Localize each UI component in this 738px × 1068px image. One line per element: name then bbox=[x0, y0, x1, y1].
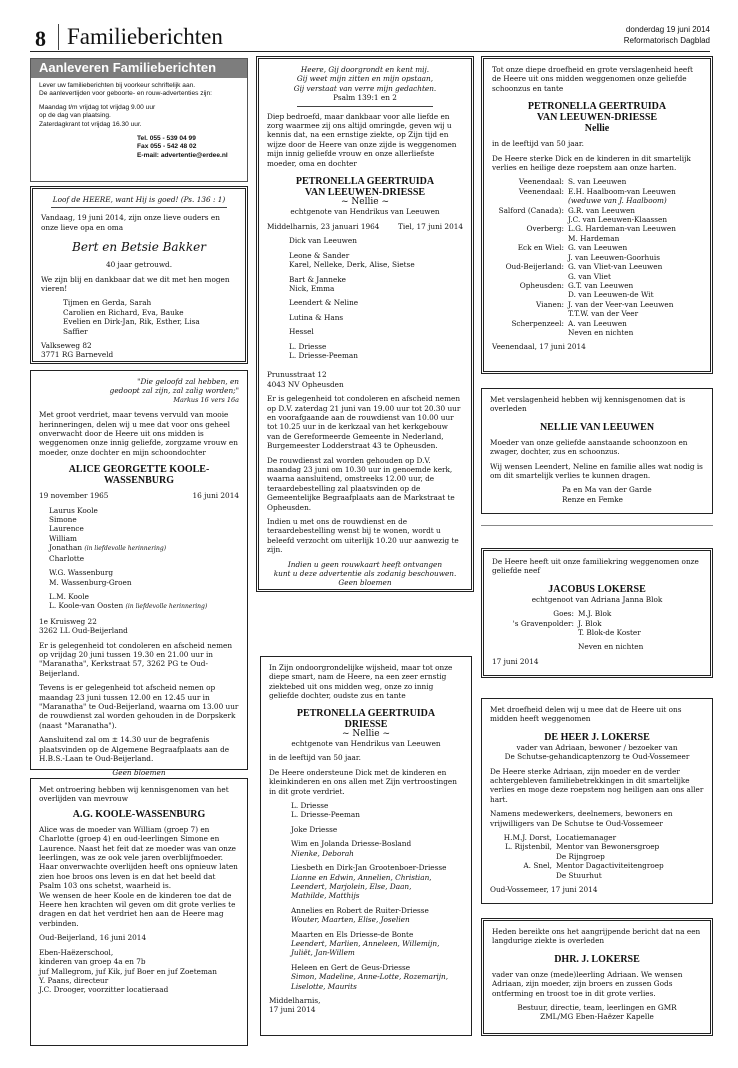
family-line: M. Wassenburg-Groen bbox=[49, 577, 132, 587]
table-name: Neven en nichten bbox=[568, 327, 634, 337]
ad-nellie bbox=[481, 388, 713, 514]
table-name: J. Blok bbox=[578, 618, 602, 628]
life-dates bbox=[267, 222, 463, 231]
ad-paragraph: Moeder van onze geliefde aanstaande schoonzoon en zwager, dochter, zus en schoonzus. bbox=[490, 437, 688, 457]
family-line: L. Driesse bbox=[289, 341, 327, 351]
bible-verse: Loof de HEERE, want Hij is goed! (Ps. 136 : 1) bbox=[51, 195, 227, 208]
birth-date: 19 november 1965 bbox=[39, 491, 109, 501]
family-line: Simon, Madeline, Anne-Lotte, Rozemarijn, bbox=[291, 972, 449, 982]
family-line: Evelien en Dirk-Jan, Rik, Esther, Lisa bbox=[63, 317, 200, 327]
ad-intro: Met verslagenheid hebben wij kennisgenomen dat is overleden bbox=[490, 395, 686, 414]
ad-van-leeuwen-family bbox=[481, 56, 713, 374]
family-line: Karel, Nelleke, Derk, Alise, Sietse bbox=[289, 260, 415, 270]
deceased-name: WASSENBURG bbox=[103, 475, 175, 487]
info-phone: Tel. 055 - 539 04 99 bbox=[137, 134, 196, 142]
family-line: Mathilde, Matthijs bbox=[291, 891, 360, 901]
table-name: A. van Leeuwen bbox=[568, 318, 627, 328]
table-place: Salford (Canada): bbox=[498, 205, 564, 215]
table-place: Goes: bbox=[553, 609, 574, 619]
family-line: Lianne en Edwin, Annelien, Christian, bbox=[291, 872, 432, 882]
family-line: L.M. Koole bbox=[49, 591, 89, 601]
ad-driesse-family bbox=[260, 656, 472, 1036]
signature-line: Eben-Haëzerschool, bbox=[39, 947, 114, 957]
table-name: J. van Leeuwen-Goorhuis bbox=[568, 252, 660, 262]
family-line: Annelies en Robert de Ruiter-Driesse bbox=[291, 905, 429, 915]
table-name: M. Hardeman bbox=[568, 233, 620, 243]
table-name: Mentor Dagactiviteitengroep bbox=[556, 861, 664, 871]
family-line: Saffier bbox=[63, 326, 88, 336]
family-line: Heleen en Gert de Geus-Driesse bbox=[291, 962, 411, 972]
ad-intro: Heden bereikte ons het aangrijpende bericht dat na een langdurige ziekte is overleden bbox=[492, 927, 701, 946]
table-place: Scherpenzeel: bbox=[511, 318, 564, 328]
nickname: ~ Nellie ~ bbox=[341, 197, 389, 208]
family-line: Bart & Janneke bbox=[289, 274, 346, 284]
age-line: in de leeftijd van 50 jaar. bbox=[269, 753, 361, 763]
verse-line: Heere, Gij doorgrondt en kent mij. bbox=[300, 65, 430, 74]
page-header bbox=[30, 22, 710, 52]
table-name: G. van Vliet bbox=[568, 271, 611, 281]
info-line: Lever uw familieberichten bij voorkeur schriftelijk aan. bbox=[39, 81, 196, 89]
signature-line: Renze en Femke bbox=[562, 494, 623, 504]
signature-line: ZML/MG Eben-Haëzer Kapelle bbox=[540, 1012, 654, 1022]
signature-line: J.C. Drooger, voorzitter locatieraad bbox=[39, 985, 169, 995]
table-place bbox=[492, 215, 564, 224]
memorial-note: (in liefdevolle herinnering) bbox=[84, 545, 167, 553]
family-table bbox=[492, 177, 702, 337]
table-place bbox=[492, 253, 564, 262]
issue-date: donderdag 19 juni 2014 bbox=[625, 25, 710, 34]
nickname: Nellie bbox=[584, 123, 610, 135]
family-line: Lutina & Hans bbox=[289, 312, 344, 322]
signature-line: kinderen van groep 4a en 7b bbox=[39, 957, 146, 967]
ad-paragraph: Er is gelegenheid tot condoleren en afscheid nemen op D.V. zaterdag 21 juni van 19.00 uur tot 20.30 uur en voorafgaande aan de rouwdienst van 10.00 uur tot 10.25 uur in de kerkzaal van het kerkgebouw van de Gereformeerde Gemeente in Nederland, Burgemeester Lodderstraat 43 te Opheusden. bbox=[267, 394, 461, 451]
table-place bbox=[492, 290, 564, 299]
family-line bbox=[39, 543, 239, 553]
table-place: Veenendaal: bbox=[518, 186, 564, 196]
ad-intro: Met droefheid delen wij u mee dat de Heere uit ons midden heeft weggenomen bbox=[490, 705, 682, 724]
table-name: De Rijngroep bbox=[556, 851, 605, 861]
table-name: De Stuurhut bbox=[556, 870, 602, 880]
deceased-name: DHR. J. LOKERSE bbox=[554, 953, 640, 965]
table-name: E.H. Haalboom-van Leeuwen bbox=[568, 186, 676, 196]
info-email[interactable]: E-mail: advertentie@erdee.nl bbox=[137, 151, 228, 159]
family-line: Wouter, Maarten, Elise, Joselien bbox=[291, 915, 410, 925]
family-table bbox=[492, 609, 702, 637]
date-line: 17 juni 2014 bbox=[269, 1005, 316, 1015]
table-place: 's Gravenpolder: bbox=[512, 618, 574, 628]
ad-paragraph: Indien u met ons de rouwdienst en de teraardebestelling wenst bij te wonen, wordt u beleefd verzocht om uiterlijk 10.20 uur aanwezig te zijn. bbox=[267, 517, 459, 555]
table-name: M.J. Blok bbox=[578, 609, 612, 619]
info-line: Maandag t/m vrijdag tot vrijdag 9.00 uur bbox=[39, 103, 156, 111]
ad-paragraph: Aansluitend zal om ± 14.30 uur de begrafenis plaatsvinden op de Algemene Begraafplaats aan de H.B.S.-Laan te Oud-Beijerland. bbox=[39, 735, 230, 763]
address-line: 1e Kruisweg 22 bbox=[39, 616, 97, 626]
family-line bbox=[39, 601, 239, 611]
age-line: in de leeftijd van 50 jaar. bbox=[492, 139, 584, 149]
info-line: Zaterdagkrant tot vrijdag 16.30 uur. bbox=[39, 120, 142, 128]
family-line: Maarten en Els Driesse-de Bonte bbox=[291, 929, 414, 939]
family-line: Leone & Sander bbox=[289, 250, 350, 260]
memorial-note: (in liefdevolle herinnering) bbox=[125, 603, 208, 611]
notice-line: Indien u geen rouwkaart heeft ontvangen bbox=[287, 559, 443, 569]
table-place: H.M.J. Dorst, bbox=[503, 833, 552, 843]
signature-line: Bestuur, directie, team, leerlingen en GMR bbox=[517, 1003, 677, 1013]
table-place: Opheusden: bbox=[519, 280, 564, 290]
nickname: ~ Nellie ~ bbox=[342, 728, 390, 739]
newspaper-name: Reformatorisch Dagblad bbox=[623, 36, 710, 45]
place-date: Veenendaal, 17 juni 2014 bbox=[492, 342, 586, 352]
deceased-name: VAN LEEUWEN-DRIESSE bbox=[304, 187, 426, 199]
death-date: 16 juni 2014 bbox=[192, 491, 239, 501]
ad-school bbox=[30, 778, 248, 1046]
family-line: Neven en nichten bbox=[578, 642, 644, 652]
flowers-note: Geen bloemen bbox=[338, 578, 392, 588]
address-line: Valkseweg 82 bbox=[41, 341, 92, 351]
spouse-line: echtgenoot van Adriana Janna Blok bbox=[531, 594, 663, 604]
anniversary-years: 40 jaar getrouwd. bbox=[105, 260, 173, 270]
family-name: Jonathan bbox=[49, 543, 83, 553]
ad-intro: In Zijn ondoorgrondelijke wijsheid, maar tot onze diepe smart, nam de Heere, na een zeer ernstig ziektebed uit ons midden weg, onze zo innig geliefde dochter, oudste zus en tante bbox=[269, 663, 453, 701]
header-dateline bbox=[624, 24, 710, 46]
section-title: Familieberichten bbox=[58, 24, 223, 50]
flowers-note: Geen bloemen bbox=[112, 768, 166, 778]
table-name: G.R. van Leeuwen bbox=[568, 205, 635, 215]
address-line: 3771 RG Barneveld bbox=[41, 350, 114, 360]
info-box bbox=[30, 58, 248, 182]
info-title: Aanleveren Familieberichten bbox=[31, 59, 247, 78]
table-place: A. Snel, bbox=[523, 861, 552, 871]
family-line: Carolien en Richard, Eva, Bauke bbox=[63, 307, 184, 317]
place-line: Middelharnis, bbox=[269, 995, 321, 1005]
family-line: Nick, Emma bbox=[289, 283, 335, 293]
table-place: Oud-Beijerland: bbox=[505, 262, 564, 272]
family-line: Leendert, Marlien, Anneleen, Willemijn, bbox=[291, 938, 440, 948]
ad-koole bbox=[30, 370, 248, 778]
verse-reference: Markus 16 vers 16a bbox=[173, 395, 239, 404]
ad-paragraph: vader van onze (mede)leerling Adriaan. We wensen Adriaan, zijn moeder, zijn broers en zussen Gods ontferming en troost toe in dit grote verlies. bbox=[492, 969, 683, 998]
deceased-name: JACOBUS LOKERSE bbox=[548, 583, 646, 595]
family-line: Laurus Koole bbox=[49, 505, 98, 515]
table-place: Vianen: bbox=[535, 299, 564, 309]
family-line: Charlotte bbox=[49, 553, 85, 563]
table-name: T.T.W. van der Veer bbox=[568, 309, 639, 319]
table-name: T. Blok-de Koster bbox=[578, 628, 641, 638]
verse-line: Gij verstaat van verre mijn gedachten. bbox=[293, 83, 437, 93]
family-line: L. Driesse bbox=[291, 801, 329, 811]
info-line: De aanlevertijden voor geboorte- en rouw-advertenties zijn: bbox=[39, 90, 212, 98]
family-line: Laurence bbox=[49, 524, 84, 534]
role-line: vader van Adriaan, bewoner / bezoeker van bbox=[516, 742, 678, 752]
date-line: 17 juni 2014 bbox=[492, 656, 539, 666]
deceased-name: NELLIE VAN LEEUWEN bbox=[539, 421, 655, 433]
ad-dhr-lokerse bbox=[481, 918, 713, 1036]
ad-bakker bbox=[30, 186, 248, 364]
family-name: L. Koole-van Oosten bbox=[49, 601, 124, 611]
ad-paragraph: Alice was de moeder van William (groep 7) en Charlotte (groep 4) en oud-leerlingen Simone en Laurence. Naast het feit dat ze moeder was van onze leerlingen, was ze ook vele jaren overblijfmoeder. Haar onverwachte overlijden heeft ons opnieuw laten zien hoe broos ons leven is en dat het beeld dat Psalm 103 ons schetst, waarheid is. bbox=[39, 824, 238, 891]
role-line: De Schutse-gehandicaptenzorg te Oud-Vossemeer bbox=[504, 752, 690, 762]
family-line: L. Driesse-Peeman bbox=[289, 350, 358, 360]
birth-date: Middelharnis, 23 januari 1964 bbox=[267, 221, 380, 231]
deceased-name: VAN LEEUWEN-DRIESSE bbox=[536, 112, 658, 124]
family-line: Nienke, Deborah bbox=[291, 848, 354, 858]
notice-line: kunt u deze advertentie als zodanig beschouwen. bbox=[273, 569, 457, 579]
family-line: Liesbeth en Dirk-Jan Grootenboer-Driesse bbox=[291, 863, 447, 873]
ad-intro: Met groot verdriet, maar tevens vervuld van mooie herinneringen, delen wij u mee dat voor ons geheel onverwacht door de Heere uit ons midden is weggenomen onze innig geliefde, zorgzame vrouw en moeder, onze dochter en mijn schoondochter bbox=[39, 410, 238, 457]
table-name: J.C. van Leeuwen-Klaassen bbox=[568, 215, 668, 225]
spouse-line: echtgenote van Hendrikus van Leeuwen bbox=[290, 207, 440, 217]
table-name: Mentor van Bewonersgroep bbox=[556, 842, 660, 852]
deceased-name: DRIESSE bbox=[344, 718, 388, 730]
page-number: 8 bbox=[35, 26, 46, 51]
verse-line: "Die geloofd zal hebben, en bbox=[137, 377, 239, 386]
table-name: G. van Leeuwen bbox=[568, 243, 628, 253]
ad-thanks: We zijn blij en dankbaar dat we dit met hen mogen vieren! bbox=[41, 274, 230, 294]
table-place bbox=[492, 272, 564, 281]
ad-paragraph: De Heere sterke Adriaan, zijn moeder en de verder achtergebleven familiebetrekkingen in dit smartelijke verlies en moge deze roepstem nog heiligen aan ons aller hart. bbox=[490, 766, 704, 804]
family-line: Hessel bbox=[289, 327, 314, 337]
deceased-name: PETRONELLA GEERTRUIDA bbox=[296, 707, 436, 719]
table-place bbox=[492, 309, 564, 318]
family-line: Juliët, Jan-Willem bbox=[291, 948, 355, 958]
address-line: 3262 LL Oud-Beijerland bbox=[39, 626, 128, 636]
column-divider bbox=[481, 525, 713, 526]
table-place: Overberg: bbox=[526, 224, 564, 234]
death-date: Tiel, 17 juni 2014 bbox=[398, 221, 463, 231]
couple-name: Bert en Betsie Bakker bbox=[72, 240, 206, 255]
family-line: Joke Driesse bbox=[291, 824, 338, 834]
table-name: G. van Vliet-van Leeuwen bbox=[568, 262, 663, 272]
family-line: Simone bbox=[49, 515, 77, 525]
family-line: Liselotte, Maurits bbox=[291, 981, 357, 991]
ad-intro: De Heere heeft uit onze familiekring weggenomen onze geliefde neef bbox=[492, 557, 699, 576]
ad-van-leeuwen-driesse bbox=[256, 56, 474, 592]
ad-paragraph: Namens medewerkers, deelnemers, bewoners en vrijwilligers van De Schutse te Oud-Vossemeer bbox=[490, 809, 673, 828]
family-line: Wim en Jolanda Driesse-Bosland bbox=[291, 839, 412, 849]
table-place bbox=[492, 628, 574, 637]
ad-paragraph: Er is gelegenheid tot condoleren en afscheid nemen op vrijdag 20 juni tussen 19.30 en 21.00 uur in "Maranatha", Kerkstraat 57, 3262 PG te Oud-Beijerland. bbox=[39, 640, 233, 678]
ad-intro: Met ontroering hebben wij kennisgenomen van het overlijden van mevrouw bbox=[39, 785, 229, 804]
verse-line: gedoopt zal zijn, zal zalig worden;" bbox=[109, 386, 239, 396]
life-dates bbox=[39, 491, 239, 500]
table-name: D. van Leeuwen-de Wit bbox=[568, 290, 654, 300]
deceased-name: A.G. KOOLE-WASSENBURG bbox=[72, 808, 206, 820]
table-place bbox=[492, 234, 564, 243]
table-name: L.G. Hardeman-van Leeuwen bbox=[568, 224, 676, 234]
verse-reference: Psalm 139:1 en 2 bbox=[297, 93, 433, 106]
family-line: Tijmen en Gerda, Sarah bbox=[63, 298, 152, 308]
info-fax: Fax 055 - 542 48 02 bbox=[137, 143, 197, 151]
table-place bbox=[492, 328, 564, 337]
family-line: Leendert, Marjolein, Else, Daan, bbox=[291, 881, 412, 891]
verse-line: Gij weet mijn zitten en mijn opstaan, bbox=[296, 74, 434, 84]
family-line: L. Driesse-Peeman bbox=[291, 810, 360, 820]
signature-line: Y. Paans, directeur bbox=[39, 975, 109, 985]
address-line: 4043 NV Opheusden bbox=[267, 379, 344, 389]
ad-paragraph: Wij wensen Leendert, Neline en familie alles wat nodig is om dit smartelijk verlies te kunnen dragen. bbox=[490, 461, 703, 481]
table-name: Locatiemanager bbox=[556, 833, 617, 843]
signature-line: juf Mallegrom, juf Kik, juf Boer en juf Zoeteman bbox=[39, 966, 217, 976]
info-line: op de dag van plaatsing. bbox=[39, 112, 111, 120]
address-line: Prunusstraat 12 bbox=[267, 370, 327, 380]
ad-paragraph: De rouwdienst zal worden gehouden op D.V. maandag 23 juni om 10.30 uur in genoemde kerk, waarna aansluitend, omstreeks 12.00 uur, de teraardebestelling zal plaatsvinden op de Gemeentelijke Begraafplaats aan de Markstraat te Opheusden. bbox=[267, 455, 455, 512]
deceased-name: PETRONELLA GEERTRUIDA bbox=[527, 101, 667, 113]
deceased-name: ALICE GEORGETTE KOOLE- bbox=[68, 464, 210, 476]
ad-de-heer-lokerse bbox=[481, 698, 713, 904]
ad-intro: Diep bedroefd, maar dankbaar voor alle liefde en zorg waarmee zij ons altijd omringde, geven wij u kennis dat, na een ernstige ziekte, op Zijn tijd en wijze door de Heere van onze zijde is weggenomen mijn innig geliefde vrouw en onze allerliefste moeder, oma en dochter bbox=[267, 111, 457, 168]
table-name: J. van der Veer-van Leeuwen bbox=[568, 299, 674, 309]
place-date: Oud-Vossemeer, 17 juni 2014 bbox=[490, 885, 598, 895]
table-place bbox=[492, 196, 564, 205]
table-name: G.T. van Leeuwen bbox=[568, 280, 634, 290]
place-date: Oud-Beijerland, 16 juni 2014 bbox=[39, 933, 147, 943]
ad-paragraph: De Heere sterke Dick en de kinderen in dit smartelijk verlies en heilige deze roepstem aan onze harten. bbox=[492, 153, 691, 173]
family-line: Dick van Leeuwen bbox=[289, 236, 357, 246]
ad-intro: Vandaag, 19 juni 2014, zijn onze lieve ouders en onze lieve opa en oma bbox=[41, 213, 220, 232]
table-name: S. van Leeuwen bbox=[568, 177, 627, 187]
table-place bbox=[490, 871, 552, 880]
signatory-table bbox=[490, 833, 704, 880]
ad-paragraph: De Heere ondersteune Dick met de kinderen en kleinkinderen en ons allen met Zijn vertroostingen in dit grote verdriet. bbox=[269, 767, 457, 796]
ad-intro: Tot onze diepe droefheid en grote verslagenheid heeft de Heere uit ons midden weggenomen onze geliefde schoonzus en tante bbox=[492, 65, 693, 93]
family-line: W.G. Wassenburg bbox=[49, 568, 114, 578]
table-place: L. Rijstenbil, bbox=[505, 842, 552, 852]
table-place: Veenendaal: bbox=[518, 177, 564, 187]
table-name: (weduwe van J. Haalboom) bbox=[568, 196, 667, 206]
signature-line: Pa en Ma van der Garde bbox=[562, 485, 652, 495]
ad-paragraph: Tevens is er gelegenheid tot afscheid nemen op maandag 23 juni tussen 12.00 en 12.45 uur in "Maranatha" te Oud-Beijerland, waarna om 13.00 uur de rouwdienst zal worden gehouden in de Dorpskerk (naast "Maranatha"). bbox=[39, 683, 239, 730]
family-line: William bbox=[49, 533, 77, 543]
table-place: Eck en Wiel: bbox=[517, 243, 564, 253]
ad-paragraph: We wensen de heer Koole en de kinderen toe dat de Heere hen krachten wil geven om dit grote verlies te dragen en dat het verdriet hen aan de Heere mag verbinden. bbox=[39, 890, 236, 928]
family-line: Leendert & Neline bbox=[289, 298, 359, 308]
deceased-name: DE HEER J. LOKERSE bbox=[544, 731, 650, 743]
spouse-line: echtgenote van Hendrikus van Leeuwen bbox=[291, 739, 441, 749]
table-place bbox=[490, 852, 552, 861]
ad-jacobus-lokerse bbox=[481, 548, 713, 678]
deceased-name: PETRONELLA GEERTRUIDA bbox=[295, 176, 435, 188]
